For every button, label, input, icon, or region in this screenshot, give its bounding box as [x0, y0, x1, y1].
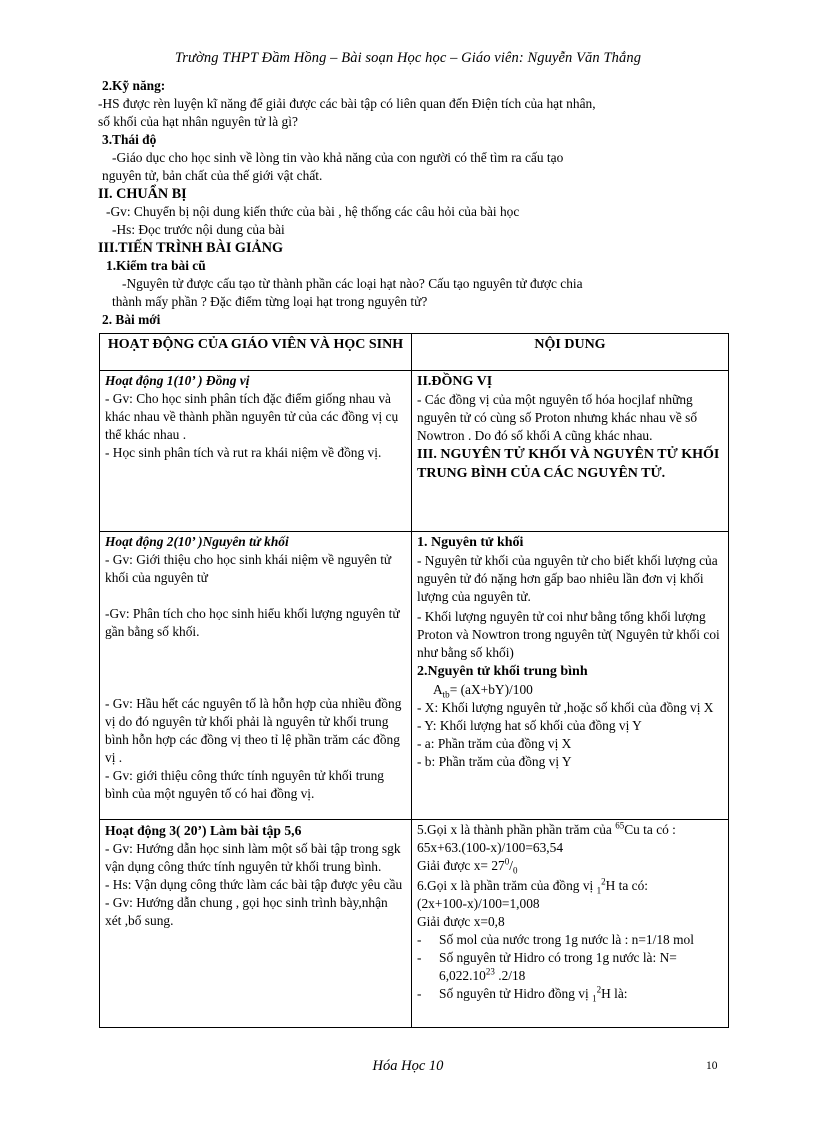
activity-1-title: Hoạt động 1(10’ ) Đồng vị [105, 373, 250, 388]
table-row [100, 820, 729, 1028]
average-mass-subheading: 2.Nguyên tử khối trung bình [417, 664, 588, 679]
header-content: NỘI DUNG [412, 334, 729, 371]
prep-text-2: -Hs: Đọc trước nội dung của bài [112, 222, 285, 237]
attitude-title: 3.Thái độ [102, 132, 157, 147]
skills-text-1: -HS được rèn luyện kĩ năng để giải được các bài tập có liên quan đến Điện tích của hạt nhân, [98, 96, 596, 111]
pre-table-section [98, 77, 728, 329]
activity-2-text-2: -Gv: Phân tích cho học sinh hiểu khối lượng nguyên tử gần bằng số khối. [105, 606, 400, 639]
formula-a-explanation: - a: Phần trăm của đồng vị X [417, 736, 572, 751]
formula-b-explanation: - b: Phần trăm của đồng vị Y [417, 754, 572, 769]
exercise-5-text: 5.Gọi x là thành phần phần trăm của $^{65}$Cu ta có : 65x+63.(100-x)/100=63,54 [417, 820, 676, 855]
prep-text-1: -Gv: Chuyển bị nội dung kiến thức của bài , hệ thống các câu hỏi của bài học [106, 204, 520, 219]
formula-x-explanation: - X: Khối lượng nguyên tử ,hoặc số khối của đồng vị X [417, 700, 714, 715]
atomic-mass-subheading: 1. Nguyên tử khối [417, 535, 524, 550]
activity-2-text-1: - Gv: Giới thiệu cho học sinh khái niệm về nguyên tử khối của nguyên tử [105, 552, 392, 585]
new-lesson-title: 2. Bài mới [102, 312, 161, 327]
header-teacher-student: HOẠT ĐỘNG CỦA GIÁO VIÊN VÀ HỌC SINH [100, 334, 412, 371]
activity-2-text-3: - Gv: Hầu hết các nguyên tố là hỗn hợp của nhiều đồng vị do đó nguyên tử khối phải là nguyên tử khối trung bình hỗn hợp các đồng vị theo tỉ lệ phần trăm các đồng vị . [105, 696, 402, 765]
exercise-6-answer: Giải được x=0,8 [417, 914, 505, 929]
exercise-6-text: 6.Gọi x là phần trăm của đồng vị $_1^2$H ta có: [417, 876, 649, 896]
average-mass-formula: $A_{tb}= (aX+bY)/100$ [433, 682, 533, 700]
page-number: 10 [706, 1060, 718, 1072]
activity-3-text-1: - Gv: Hướng dẫn học sinh làm một số bài tập trong sgk vận dụng công thức tính nguyên tử khối trung bình. [105, 841, 401, 874]
review-text-1: -Nguyên tử được cấu tạo từ thành phần các loại hạt nào? Cấu tạo nguyên tử được chia [122, 276, 583, 291]
activity-3-text-3: - Gv: Hướng dẫn chung , gọi học sinh trình bày,nhận xét ,bổ sung. [105, 895, 388, 928]
list-item: - Số nguyên tử Hidro đồng vị $_1^2$H là: [417, 984, 628, 1004]
activity-3-title: Hoạt động 3( 20’) Làm bài tập 5,6 [105, 823, 302, 838]
atomic-mass-text-1: - Nguyên tử khối của nguyên tử cho biết khối lượng của nguyên tử đó nặng hơn gấp bao nhiêu lần đơn vị khối lượng của nguyên tử. [417, 553, 718, 604]
attitude-text-2: nguyên tử, bản chất của thế giới vật chất. [102, 168, 323, 183]
activity-3-text-2: - Hs: Vận dụng công thức làm các bài tập được yêu cầu [105, 877, 403, 892]
list-item: - Số nguyên tử Hidro có trong 1g nước là: $N= 6,022.10^{23}$ .2/18 [417, 950, 677, 983]
prep-title: II. CHUẨN BỊ [98, 186, 187, 202]
table-row [100, 371, 729, 532]
activity-1-text-2: - Học sinh phân tích và rut ra khái niệm về đồng vị. [105, 445, 382, 460]
table-header-row [100, 334, 729, 371]
page-header: Trường THPT Đầm Hồng – Bài soạn Học học – Giáo viên: Nguyễn Văn Thắng [174, 50, 642, 66]
table-row [100, 532, 729, 820]
lesson-table [99, 333, 729, 1028]
activity-1-text-1: - Gv: Cho học sinh phân tích đặc điểm giống nhau và khác nhau về thành phần nguyên tử của các đồng vị cụ thể khác nhau . [105, 391, 399, 442]
process-title: III.TIẾN TRÌNH BÀI GIẢNG [98, 240, 284, 256]
review-text-2: thành mấy phần ? Đặc điểm từng loại hạt trong nguyên tử? [112, 294, 428, 309]
skills-title: 2.Kỹ năng: [102, 78, 166, 93]
exercise-5-answer: Giải được $x= 27^0/_0$ [417, 856, 518, 876]
formula-y-explanation: - Y: Khối lượng hat số khối của đồng vị Y [417, 718, 642, 733]
isotope-definition: - Các đồng vị của một nguyên tố hóa hocjlaf những nguyên tử có cùng số Proton nhưng khác nhau về số Nowtron . Do đó số khối A cũng khác nhau. [417, 392, 698, 443]
isotope-heading: II.ĐỒNG VỊ [417, 374, 493, 389]
footer-subject: Hóa Học 10 [372, 1058, 444, 1074]
activity-2-title: Hoạt động 2(10’ )Nguyên tử khối [105, 534, 289, 549]
list-item: - Số mol của nước trong 1g nước là : n=1/18 mol [417, 932, 694, 947]
atomic-mass-text-2: - Khối lượng nguyên tử coi như bằng tổng khối lượng Proton và Nowtron trong nguyên tử( Nguyên tử khối coi như bằng số khối) [417, 609, 720, 660]
activity-2-text-4: - Gv: giới thiệu công thức tính nguyên tử khối trung bình của một nguyên tố có hai đồng vị. [105, 768, 384, 801]
attitude-text-1: -Giáo dục cho học sinh về lòng tin vào khả năng của con người có thể tìm ra cấu tạo [112, 150, 564, 165]
review-title: 1.Kiểm tra bài cũ [106, 258, 206, 273]
atomic-mass-heading: III. NGUYÊN TỬ KHỐI VÀ NGUYÊN TỬ KHỐI TRUNG BÌNH CỦA CÁC NGUYÊN TỬ. [417, 447, 720, 481]
skills-text-2: số khối của hạt nhân nguyên tử là gì? [98, 114, 298, 129]
exercise-6-equation: (2x+100-x)/100=1,008 [417, 896, 540, 911]
